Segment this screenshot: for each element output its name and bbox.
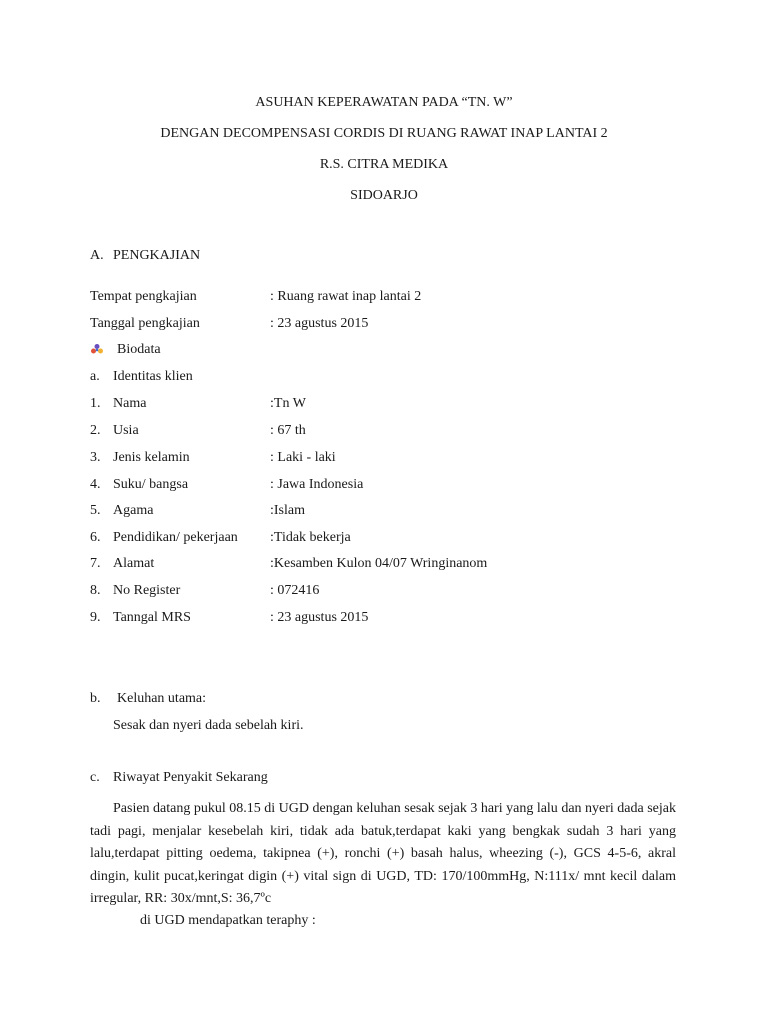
item-value-agama: :Islam [270,503,305,518]
section-a-heading: PENGKAJIAN [113,248,201,263]
section-a-marker: A. [90,248,104,263]
biodata-label: Biodata [117,342,161,357]
item-number: 6. [90,530,101,545]
identitas-label: Identitas klien [113,369,193,384]
item-label-alamat: Alamat [113,556,155,571]
document-title-line4: SIDOARJO [350,188,418,203]
section-c-heading: Riwayat Penyakit Sekarang [113,770,268,785]
section-b-text: Sesak dan nyeri dada sebelah kiri. [113,718,304,733]
item-value-jenis-kelamin: : Laki - laki [270,450,336,465]
item-value-pendidikan: :Tidak bekerja [270,530,351,545]
tempat-value: : Ruang rawat inap lantai 2 [270,289,422,304]
item-label-jenis-kelamin: Jenis kelamin [113,450,190,465]
bullet-icon [90,343,104,355]
item-value-usia: : 67 th [270,423,306,438]
item-label-agama: Agama [113,503,154,518]
document-title-line2: DENGAN DECOMPENSASI CORDIS DI RUANG RAWAT INAP LANTAI 2 [160,126,608,141]
section-b-heading: Keluhan utama: [117,691,207,706]
item-value-tanggal-mrs: : 23 agustus 2015 [270,610,369,625]
item-number: 5. [90,503,101,518]
section-b-marker: b. [90,691,101,706]
item-number: 3. [90,450,101,465]
document-title-line1: ASUHAN KEPERAWATAN PADA “TN. W” [255,95,513,110]
identitas-marker: a. [90,369,100,384]
item-number: 8. [90,583,101,598]
item-value-suku-bangsa: : Jawa Indonesia [270,477,364,492]
item-number: 2. [90,423,101,438]
item-value-no-register: : 072416 [270,583,320,598]
item-label-nama: Nama [113,396,147,411]
item-number: 1. [90,396,101,411]
tanggal-label: Tanggal pengkajian [90,316,200,331]
item-label-suku-bangsa: Suku/ bangsa [113,477,189,492]
item-number: 9. [90,610,101,625]
item-value-alamat: :Kesamben Kulon 04/07 Wringinanom [270,556,488,571]
item-number: 4. [90,477,101,492]
item-label-tanggal-mrs: Tanngal MRS [113,610,191,625]
item-label-usia: Usia [113,423,139,438]
item-number: 7. [90,556,101,571]
tanggal-value: : 23 agustus 2015 [270,316,369,331]
item-value-nama: :Tn W [270,396,306,411]
tempat-label: Tempat pengkajian [90,289,197,304]
document-title-line3: R.S. CITRA MEDIKA [319,157,449,172]
section-c-marker: c. [90,770,100,785]
item-label-no-register: No Register [113,583,181,598]
section-c-therapy: di UGD mendapatkan teraphy : [140,913,316,928]
item-label-pendidikan: Pendidikan/ pekerjaan [113,530,238,545]
section-c-paragraph: Pasien datang pukul 08.15 di UGD dengan keluhan sesak sejak 3 hari yang lalu dan nyeri dada sejak tadi pagi, menjalar kesebelah kiri, tidak ada batuk,terdapat kaki yang bengkak sudah 3 hari yang lalu,terdapat pitting oedema, takipnea (+), ronchi (+) basah halus, wheezing (-), GCS 4-5-6, akral dingin, kulit pucat,keringat digin (+) vital sign di UGD, TD: 170/100mmHg, N:111x/ mnt kecil dalam irregular, RR: 30x/mnt,S: 36,7ºc [90,801,676,906]
